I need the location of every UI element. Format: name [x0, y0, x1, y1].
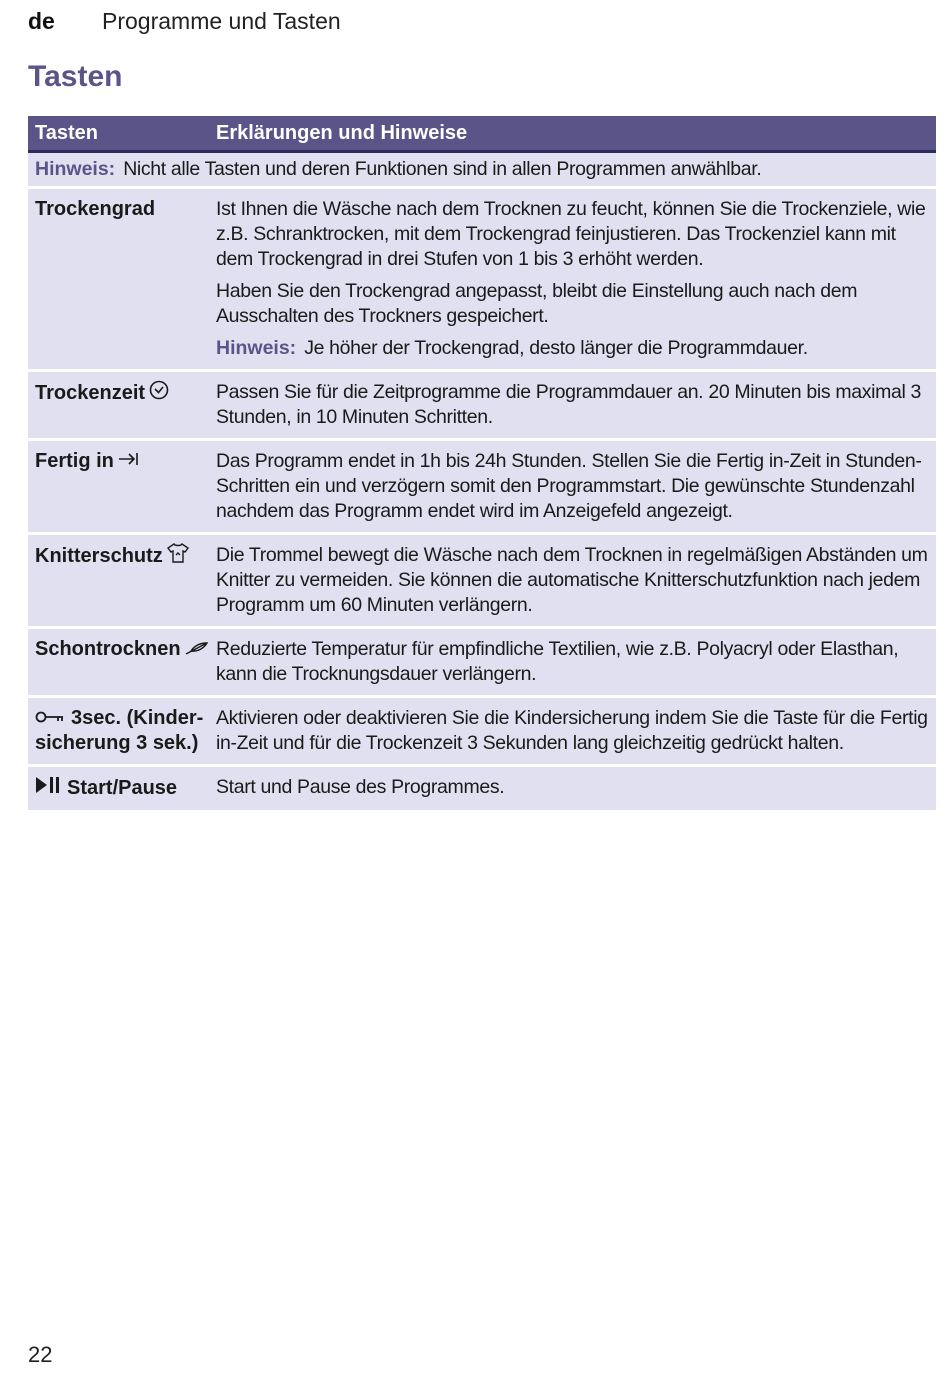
keys-table	[28, 116, 936, 813]
table-row	[28, 441, 936, 535]
note-text: Nicht alle Tasten und deren Funktionen sind in allen Programmen anwählbar.	[123, 158, 762, 180]
key-label: Trockengrad	[35, 198, 156, 220]
key-description	[216, 767, 936, 810]
chapter-title: Programme und Tasten	[102, 8, 341, 34]
key-description	[216, 698, 936, 764]
key-label: Schontrocknen	[28, 629, 216, 695]
table-row	[28, 767, 936, 813]
key-label: Fertig in	[28, 441, 216, 532]
shirt-icon	[167, 543, 189, 570]
key-icon	[35, 706, 65, 731]
table-row	[28, 629, 936, 698]
column-header-keys: Tasten	[35, 121, 98, 144]
description-paragraph: Ist Ihnen die Wäsche nach dem Trocknen zu feucht, können Sie die Trockenziele, wie z.B. Schranktrocken, mit dem Trockengrad feinjustieren. Das Trockenziel kann mit dem Trockengrad in drei Stufen von 1 bis 3 erhöht werden.	[216, 198, 926, 270]
key-label: Start/Pause	[28, 767, 216, 810]
key-description	[216, 441, 936, 532]
key-description	[216, 189, 936, 369]
table-row	[28, 372, 936, 441]
key-label: Knitterschutz	[28, 535, 216, 626]
key-label: Trockenzeit	[28, 372, 216, 438]
description-paragraph: Aktivieren oder deaktivieren Sie die Kindersicherung indem Sie die Taste für die Fertig in-Zeit und für die Trockenzeit 3 Sekunden lang gleichzeitig gedrückt halten.	[216, 707, 928, 754]
description-paragraph: Start und Pause des Programmes.	[216, 776, 505, 799]
note-label: Hinweis:	[216, 337, 297, 359]
table-note-row	[28, 153, 936, 189]
table-header-row	[28, 116, 936, 153]
description-paragraph: Das Programm endet in 1h bis 24h Stunden. Stellen Sie die Fertig in-Zeit in Stunden-Schritten ein und verzögern somit den Programmstart. Die gewünschte Stundenzahl nachdem das Programm endet wird im Anzeigefeld angezeigt.	[216, 450, 922, 522]
note-label: Hinweis:	[35, 158, 116, 180]
table-row	[28, 189, 936, 372]
play-pause-icon	[35, 775, 61, 802]
table-row	[28, 698, 936, 767]
column-header-explanations: Erklärungen und Hinweise	[216, 121, 468, 144]
key-description	[216, 535, 936, 626]
table-row	[28, 535, 936, 629]
key-description	[216, 372, 936, 438]
description-paragraph: Die Trommel bewegt die Wäsche nach dem Trocknen in regelmäßigen Abständen um Knitter zu vermeiden. Sie können die automatische Knitterschutzfunktion nach jedem Programm um 60 Minuten verlängern.	[216, 544, 928, 616]
section-title: Tasten	[28, 60, 123, 93]
page-header	[28, 8, 341, 35]
description-paragraph: Passen Sie für die Zeitprogramme die Programmdauer an. 20 Minuten bis maximal 3 Stunden, in 10 Minuten Schritten.	[216, 381, 922, 428]
language-code: de	[28, 8, 55, 34]
description-paragraph: Haben Sie den Trockengrad angepasst, bleibt die Einstellung auch nach dem Ausschalten des Trockners gespeichert.	[216, 280, 858, 327]
key-label: 3sec. (Kinder-sicherung 3 sek.)	[35, 707, 204, 755]
feather-icon	[185, 637, 209, 662]
description-paragraph: Reduzierte Temperatur für empfindliche Textilien, wie z.B. Polyacryl oder Elasthan, kann die Trocknungsdauer verlängern.	[216, 638, 899, 685]
clock-icon	[149, 380, 169, 407]
end-arrow-icon	[118, 449, 140, 474]
note-text: Je höher der Trockengrad, desto länger die Programmdauer.	[304, 337, 808, 359]
page-number: 22	[28, 1342, 53, 1367]
key-description	[216, 629, 936, 695]
row-note	[216, 336, 930, 361]
